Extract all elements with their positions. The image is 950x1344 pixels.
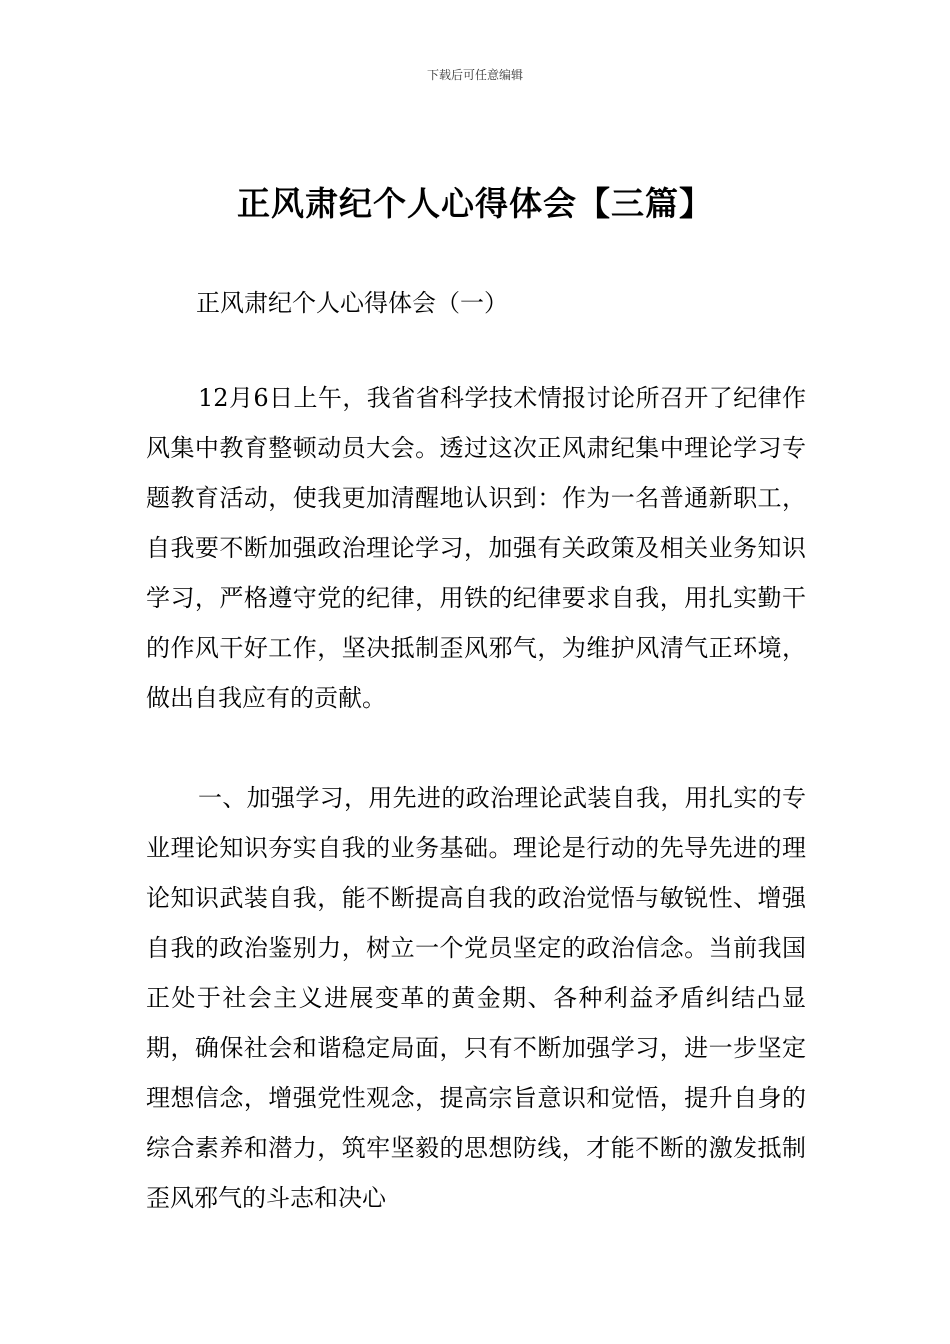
paragraph: 12月6日上午，我省省科学技术情报讨论所召开了纪律作风集中教育整顿动员大会。透过这次正风肃纪集中理论学习专题教育活动，使我更加清醒地认识到：作为一名普通新职工，自我要不断加强政治理论学习，加强有关政策及相关业务知识学习，严格遵守党的纪律，用铁的纪律要求自我，用扎实勤干的作风干好工作，坚决抵制歪风邪气，为维护风清气正环境，做出自我应有的贡献。 <box>146 384 806 712</box>
paragraph: 一、加强学习，用先进的政治理论武装自我，用扎实的专业理论知识夯实自我的业务基础。理论是行动的先导先进的理论知识武装自我，能不断提高自我的政治觉悟与敏锐性、增强自我的政治鉴别力，树立一个党员坚定的政治信念。当前我国正处于社会主义进展变革的黄金期、各种利益矛盾纠结凸显期，确保社会和谐稳定局面，只有不断加强学习，进一步坚定理想信念，增强党性观念，提高宗旨意识和觉悟，提升自身的综合素养和潜力，筑牢坚毅的思想防线，才能不断的激发抵制歪风邪气的斗志和决心 <box>146 784 806 1212</box>
document-title: 正风肃纪个人心得体会【三篇】 <box>237 184 713 223</box>
section-heading: 正风肃纪个人心得体会（一） <box>196 289 508 317</box>
header-note: 下载后可任意编辑 <box>426 68 523 82</box>
